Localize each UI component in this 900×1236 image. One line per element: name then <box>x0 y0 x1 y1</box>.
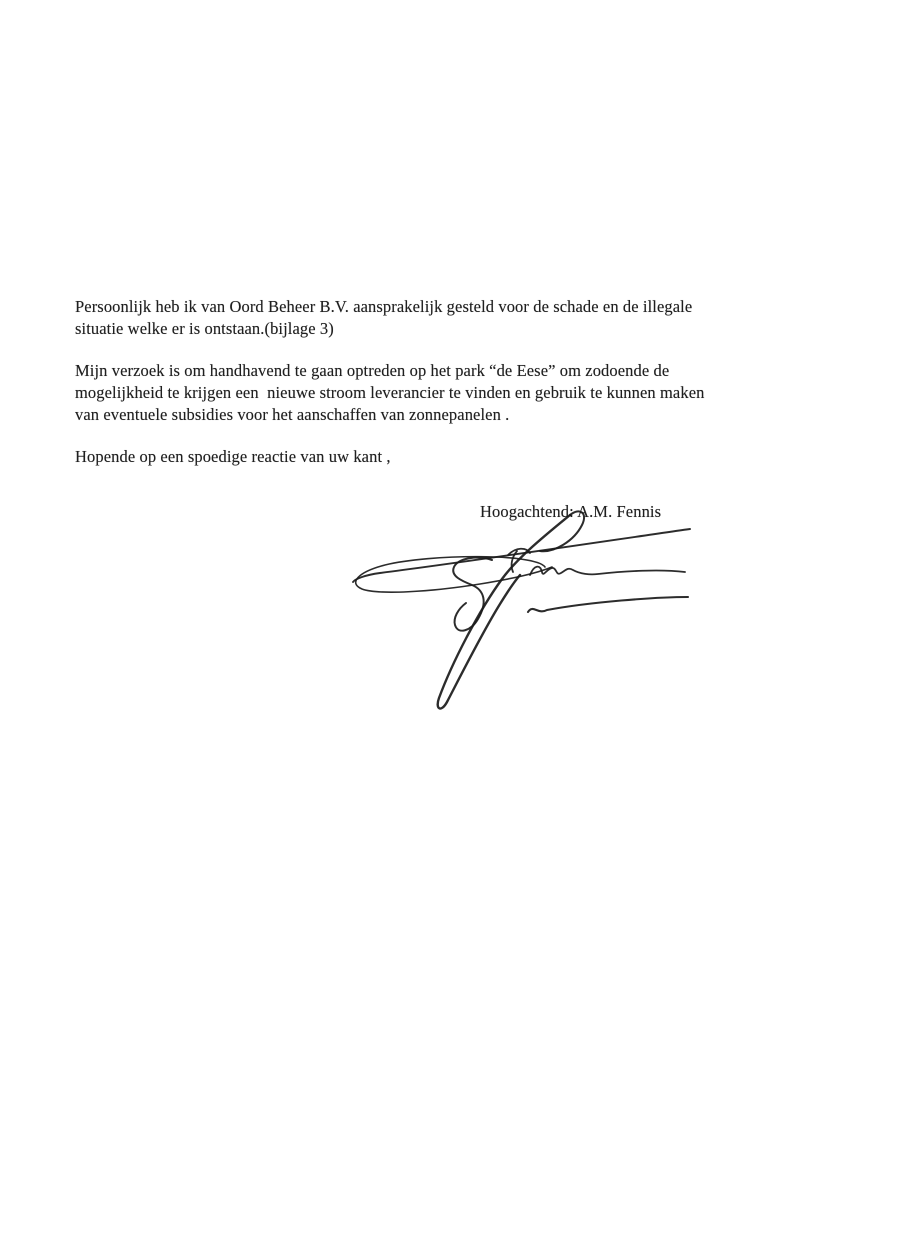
paragraph-line: van eventuele subsidies voor het aanschaffen van zonnepanelen . <box>75 405 510 424</box>
paragraph-line: mogelijkheid te krijgen een nieuwe stroom leverancier te vinden en gebruik te kunnen maken <box>75 383 705 402</box>
signature-stroke-curl <box>453 558 492 631</box>
signature-stroke-loop <box>356 557 552 593</box>
paragraph-line: Mijn verzoek is om handhavend te gaan optreden op het park “de Eese” om zodoende de <box>75 361 670 380</box>
signature-stroke-name <box>508 549 685 575</box>
paragraph-liability <box>75 296 795 340</box>
paragraph-request <box>75 360 795 426</box>
paragraph-line: situatie welke er is ontstaan.(bijlage 3) <box>75 319 334 338</box>
signature-stroke-underline <box>528 597 688 612</box>
signature-stroke-topline <box>353 529 690 582</box>
paragraph-line: Hopende op een spoedige reactie van uw kant , <box>75 447 391 466</box>
signature-scribble <box>340 505 710 720</box>
paragraph-line: Persoonlijk heb ik van Oord Beheer B.V. aansprakelijk gesteld voor de schade en de illegale <box>75 297 693 316</box>
signature-stroke-diagonal <box>438 515 570 709</box>
letter-body <box>75 296 795 523</box>
signature <box>340 505 710 720</box>
paragraph-hoping <box>75 446 795 468</box>
closing-salutation: Hoogachtend: A.M. Fennis <box>480 502 662 521</box>
